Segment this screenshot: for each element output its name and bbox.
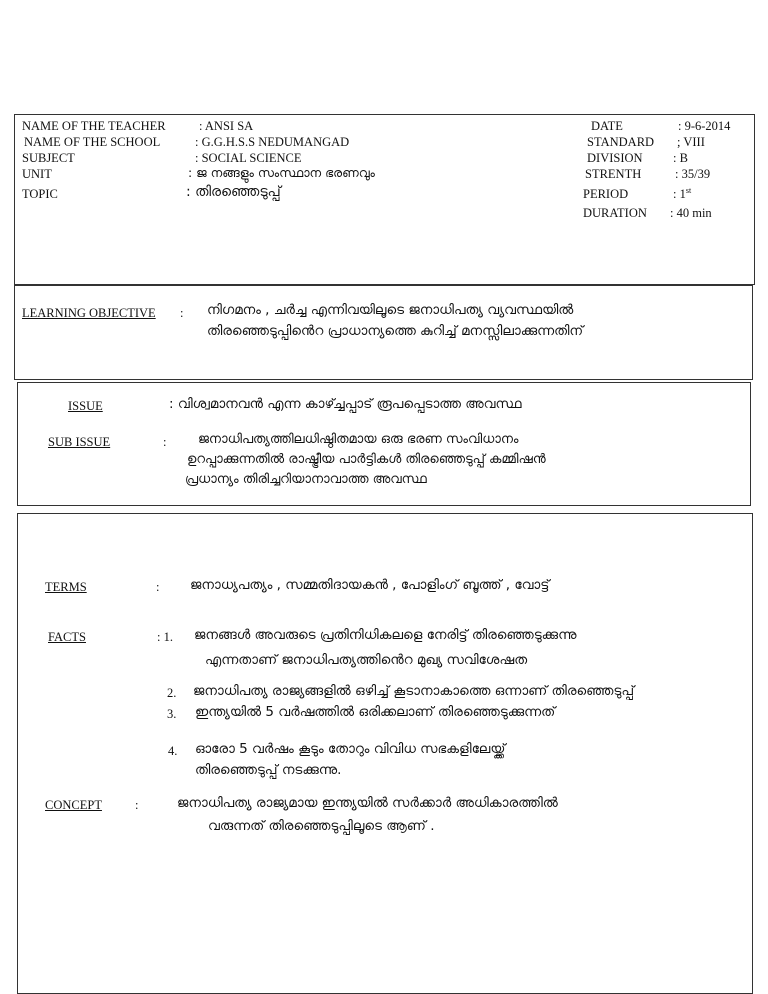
strength-value: : 35/39	[675, 167, 711, 181]
terms-label: TERMS	[45, 580, 87, 594]
objective-line-1: നിഗമനം , ചർച്ച എന്നിവയിലൂടെ ജനാധിപത്യ വ്യവസ്ഥയിൽ	[207, 302, 574, 318]
division-value: : B	[673, 151, 688, 165]
division-label: DIVISION	[587, 151, 643, 165]
standard-value: ; VIII	[677, 135, 705, 149]
concept-colon: :	[135, 798, 139, 812]
period-number: : 1	[673, 187, 686, 201]
period-value	[673, 187, 691, 201]
fact-4-number: 4.	[168, 744, 178, 758]
period-label: PERIOD	[583, 187, 629, 201]
subject-value: : SOCIAL SCIENCE	[195, 151, 302, 165]
fact-1-line-1: ജനങ്ങൾ അവരുടെ പ്രതിനിധികലളെ നേരിട്ട് തിരഞ്ഞെടുക്കുന്നു	[194, 627, 577, 643]
fact-3-number: 3.	[167, 707, 177, 721]
subject-label: SUBJECT	[22, 151, 75, 165]
teacher-label: NAME OF THE TEACHER	[22, 119, 166, 133]
objective-label: LEARNING OBJECTIVE	[22, 306, 156, 320]
sub-issue-colon: :	[163, 435, 167, 449]
fact-4-line-1: ഓരോ 5 വർഷം കൂടും തോറും വിവിധ സഭകളിലേയ്ക്ക്	[195, 741, 506, 757]
fact-4-line-2: തിരഞ്ഞെടുപ്പ് നടക്കുന്നു.	[195, 762, 342, 778]
school-label: NAME OF THE SCHOOL	[24, 135, 161, 149]
date-value: : 9-6-2014	[678, 119, 731, 133]
fact-2-number: 2.	[167, 686, 177, 700]
period-suffix: st	[685, 185, 692, 195]
concept-line-1: ജനാധിപത്യ രാജ്യമായ ഇന്ത്യയിൽ സർക്കാർ അധികാരത്തിൽ	[177, 795, 558, 811]
issue-text: : വിശ്വമാനവൻ എന്ന കാഴ്ച്ചപ്പാട് രൂപപ്പെടാത്ത അവസ്ഥ	[169, 396, 522, 412]
school-value: : G.G.H.S.S NEDUMANGAD	[195, 135, 350, 149]
facts-label: FACTS	[48, 630, 86, 644]
sub-issue-line-3: പ്രധാന്യം തിരിച്ചറിയാനാവാത്ത അവസ്ഥ	[185, 472, 427, 487]
unit-value: : ജ നങ്ങളും സംസ്ഥാന ഭരണവും	[188, 165, 375, 180]
objective-colon: :	[180, 306, 184, 320]
concept-line-2: വരുന്നത് തിരഞ്ഞെടുപ്പിലൂടെ ആണ് .	[208, 818, 435, 834]
facts-colon: : 1.	[157, 630, 173, 644]
objective-line-2: തിരഞ്ഞെടുപ്പിൻെറ പ്രാധാന്യത്തെ കുറിച്ച് മനസ്സിലാക്കുന്നതിന്	[207, 323, 584, 339]
duration-label: DURATION	[583, 206, 647, 220]
fact-2-text: ജനാധിപത്യ രാജ്യങ്ങളിൽ ഒഴിച്ച് കൂടാനാകാത്തെ ഒന്നാണ് തിരഞ്ഞെടുപ്പ്	[193, 683, 635, 699]
unit-label: UNIT	[22, 167, 52, 181]
duration-value: : 40 min	[670, 206, 712, 220]
sub-issue-label: SUB ISSUE	[48, 435, 111, 449]
topic-value: : തിരഞ്ഞെടുപ്പ്	[186, 184, 281, 200]
teacher-value: : ANSI SA	[199, 119, 254, 133]
strength-label: STRENTH	[585, 167, 642, 181]
sub-issue-line-2: ഉറപ്പാക്കുന്നതിൽ രാഷ്ട്രീയ പാർട്ടികൾ തിരഞ്ഞെടുപ്പ് കമ്മിഷൻ	[187, 452, 546, 467]
sub-issue-line-1: ജനാധിപത്യത്തിലധിഷ്ഠിതമായ ഒരു ഭരണ സംവിധാനം	[198, 432, 519, 447]
issue-label: ISSUE	[68, 399, 103, 413]
terms-colon: :	[156, 580, 160, 594]
fact-1-line-2: എന്നതാണ് ജനാധിപത്യത്തിൻെറ മുഖ്യ സവിശേഷത	[205, 652, 528, 668]
date-label: DATE	[591, 119, 623, 133]
standard-label: STANDARD	[587, 135, 655, 149]
fact-3-text: ഇന്ത്യയിൽ 5 വർഷത്തിൽ ഒരിക്കലാണ് തിരഞ്ഞെടുക്കുന്നത്	[195, 704, 556, 720]
concept-label: CONCEPT	[45, 798, 102, 812]
terms-text: ജനാധ്യപത്യം , സമ്മതിദായകൻ , പോളിംഗ് ബൂത്ത് , വോട്ട്	[190, 577, 550, 593]
topic-label: TOPIC	[22, 187, 58, 201]
